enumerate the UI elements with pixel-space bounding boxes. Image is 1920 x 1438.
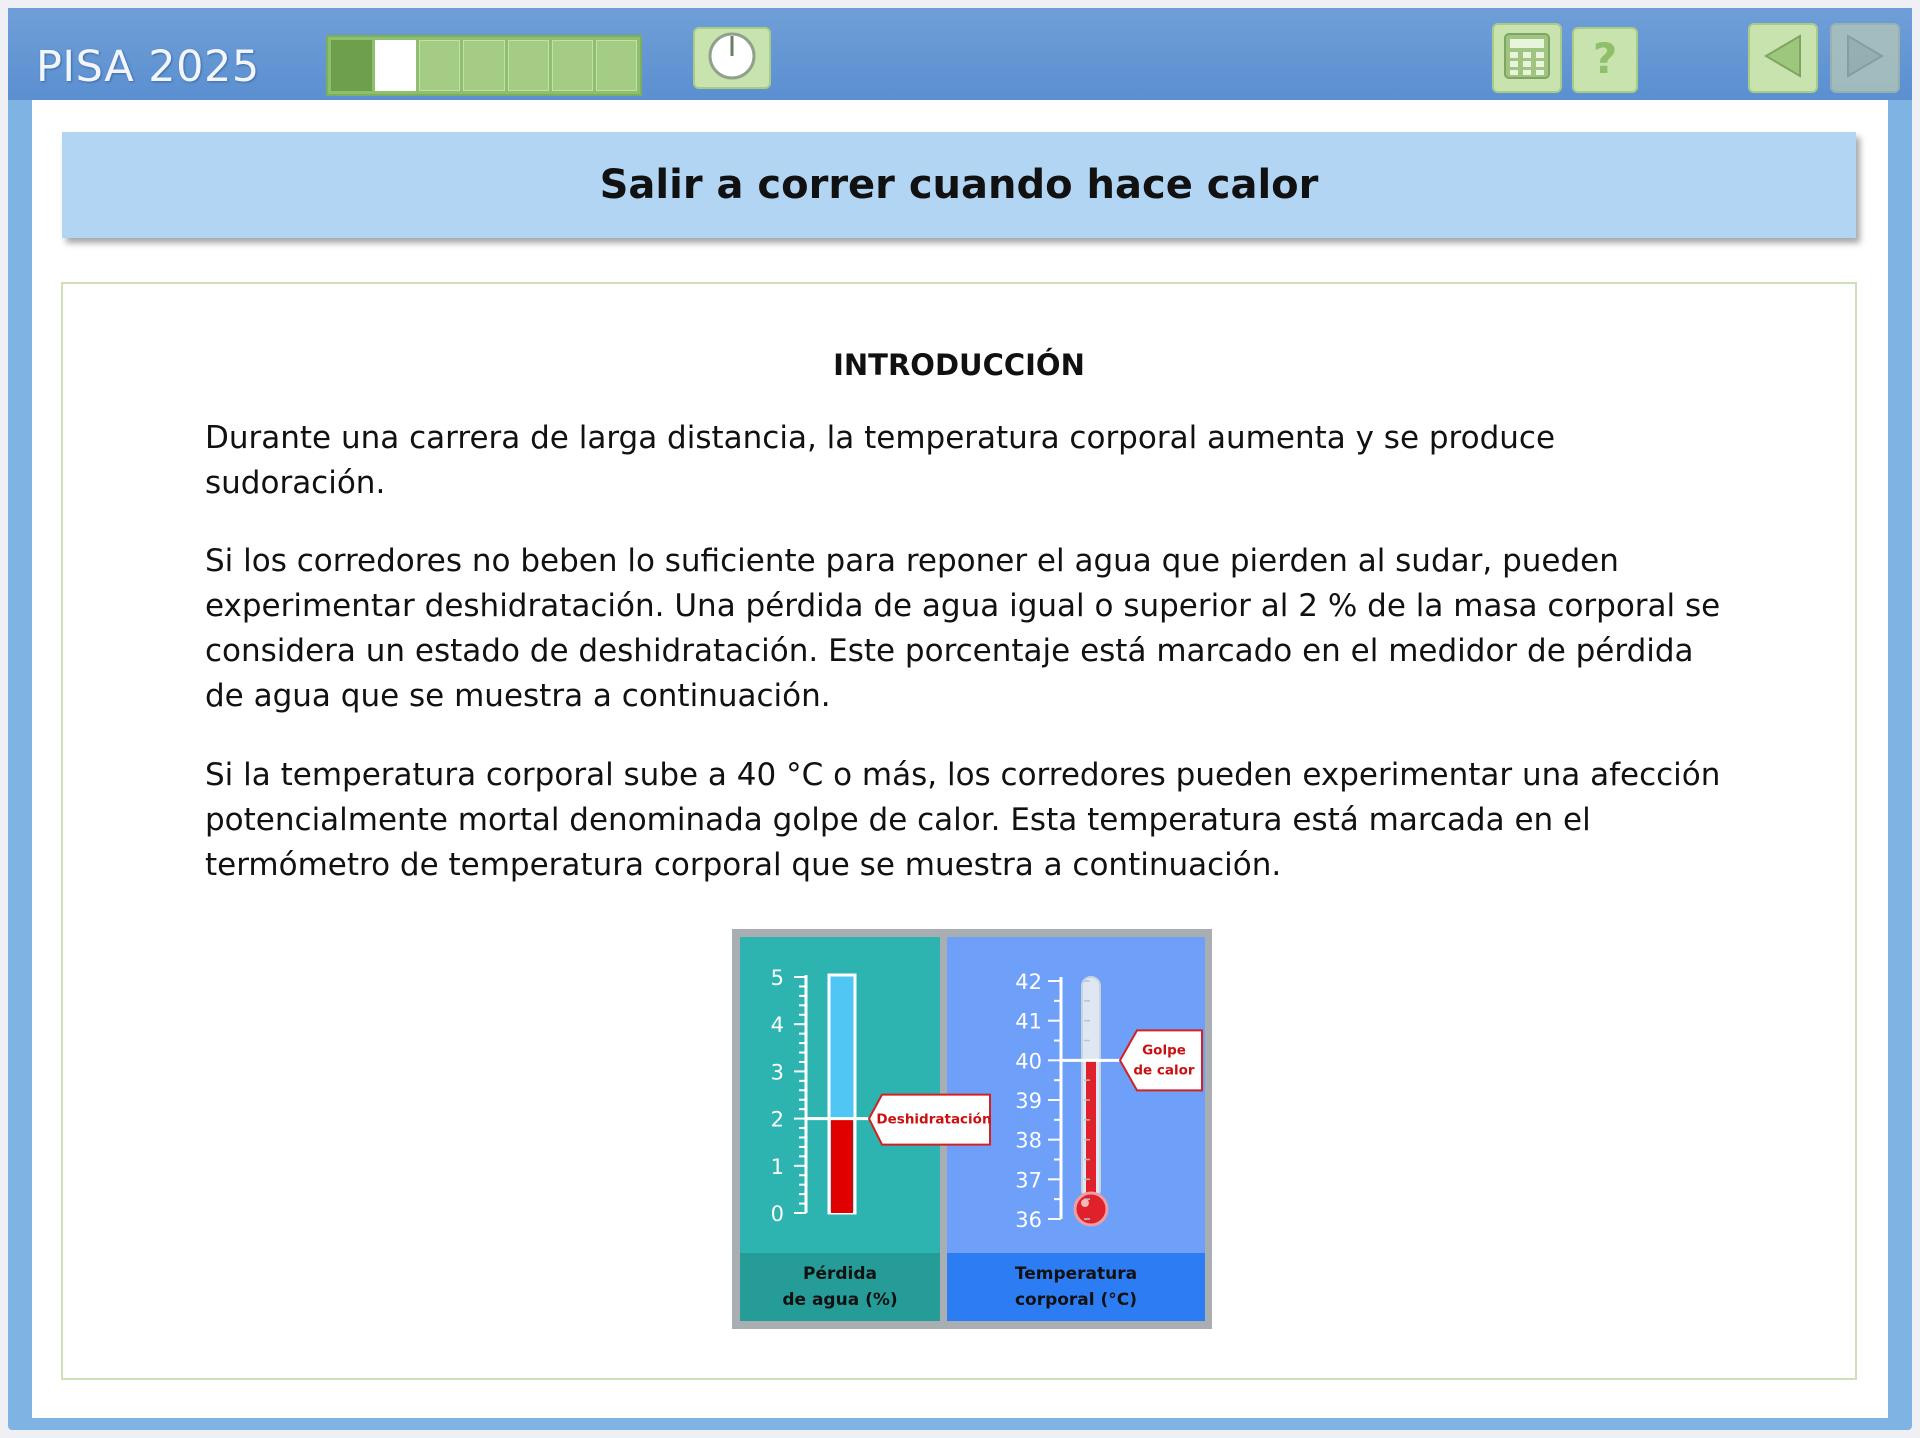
temperature-tick-label: 41: [1015, 1009, 1042, 1034]
progress-segment: [596, 40, 637, 91]
progress-segment-current: [375, 40, 416, 91]
water-loss-tick-label: 3: [770, 1060, 784, 1085]
calculator-button[interactable]: [1492, 23, 1562, 93]
water-loss-fill: [831, 1119, 853, 1213]
heatstroke-label-line1: Golpe: [1142, 1042, 1186, 1059]
page-title: Salir a correr cuando hace calor: [599, 162, 1319, 208]
progress-segment: [508, 40, 549, 91]
next-button[interactable]: [1830, 23, 1900, 93]
thermometer-bulb: [1075, 1193, 1107, 1225]
temperature-tick-label: 37: [1015, 1168, 1042, 1193]
measurement-figure: [732, 929, 1212, 1329]
intro-heading: INTRODUCCIÓN: [833, 348, 1085, 382]
intro-paragraph-1: Durante una carrera de larga distancia, la temperatura corporal aumenta y se produce sudoración.: [205, 420, 1556, 501]
top-toolbar: [8, 8, 1912, 100]
timer-button[interactable]: [693, 27, 771, 89]
temperature-tick-label: 36: [1015, 1208, 1042, 1232]
heatstroke-callout: [1120, 1030, 1202, 1090]
help-button[interactable]: [1572, 27, 1638, 93]
next-arrow-icon: [1840, 31, 1890, 85]
back-arrow-icon: [1758, 31, 1808, 85]
temperature-tick-label: 42: [1015, 970, 1042, 994]
gauges-drawing: [732, 929, 1212, 1329]
progress-segment: [463, 40, 504, 91]
calculator-icon: [1501, 30, 1553, 86]
temperature-tick-label: 39: [1015, 1089, 1042, 1113]
temperature-tick-label: 38: [1015, 1128, 1042, 1153]
water-loss-tick-label: 5: [770, 966, 784, 990]
dehydration-label: Deshidratación: [876, 1111, 992, 1128]
water-loss-caption-line1: Pérdida: [802, 1264, 877, 1284]
temperature-tick-label: 40: [1015, 1049, 1042, 1074]
content-area: [32, 100, 1888, 1418]
intro-paragraph-2: Si los corredores no beben lo suficiente para reponer el agua que pierden al sudar, pueden experimentar deshidratación. Una pérdida de agua igual o superior al 2 % de la masa corporal se considera un estado de deshidratación. Este porcentaje está marcado en el medidor de pérdida de agua que se muestra a continuación.: [205, 543, 1721, 714]
thermometer-bulb-highlight: [1081, 1199, 1089, 1207]
heatstroke-callout-shape: [1120, 1030, 1202, 1090]
water-loss-tick-label: 0: [770, 1202, 784, 1226]
stimulus-panel: [61, 282, 1857, 1380]
back-button[interactable]: [1748, 23, 1818, 93]
progress-segment: [331, 40, 372, 91]
progress-segment: [552, 40, 593, 91]
body-temperature-caption-line1: Temperatura: [1014, 1264, 1138, 1284]
timer-icon: [706, 30, 758, 86]
progress-segment: [419, 40, 460, 91]
water-loss-tick-label: 4: [770, 1013, 784, 1038]
svg-text:?: ?: [1592, 34, 1618, 83]
help-icon: [1580, 33, 1630, 87]
water-loss-caption-line2: de agua (%): [782, 1290, 898, 1310]
intro-paragraph-3: Si la temperatura corporal sube a 40 °C o más, los corredores pueden experimentar una afección potencialmente mortal denominada golpe de calor. Esta temperatura está marcada en el termómetro de temperatura corporal que se muestra a continuación.: [205, 757, 1721, 883]
dehydration-callout: [869, 1095, 992, 1145]
title-banner: [62, 132, 1856, 238]
water-loss-tick-label: 2: [770, 1107, 784, 1132]
heatstroke-label-line2: de calor: [1133, 1062, 1195, 1079]
progress-indicator: [326, 35, 642, 96]
water-loss-tick-label: 1: [770, 1154, 784, 1179]
brand-logo: PISA 2025: [36, 42, 260, 92]
body-temperature-caption-line2: corporal (°C): [1014, 1290, 1138, 1310]
